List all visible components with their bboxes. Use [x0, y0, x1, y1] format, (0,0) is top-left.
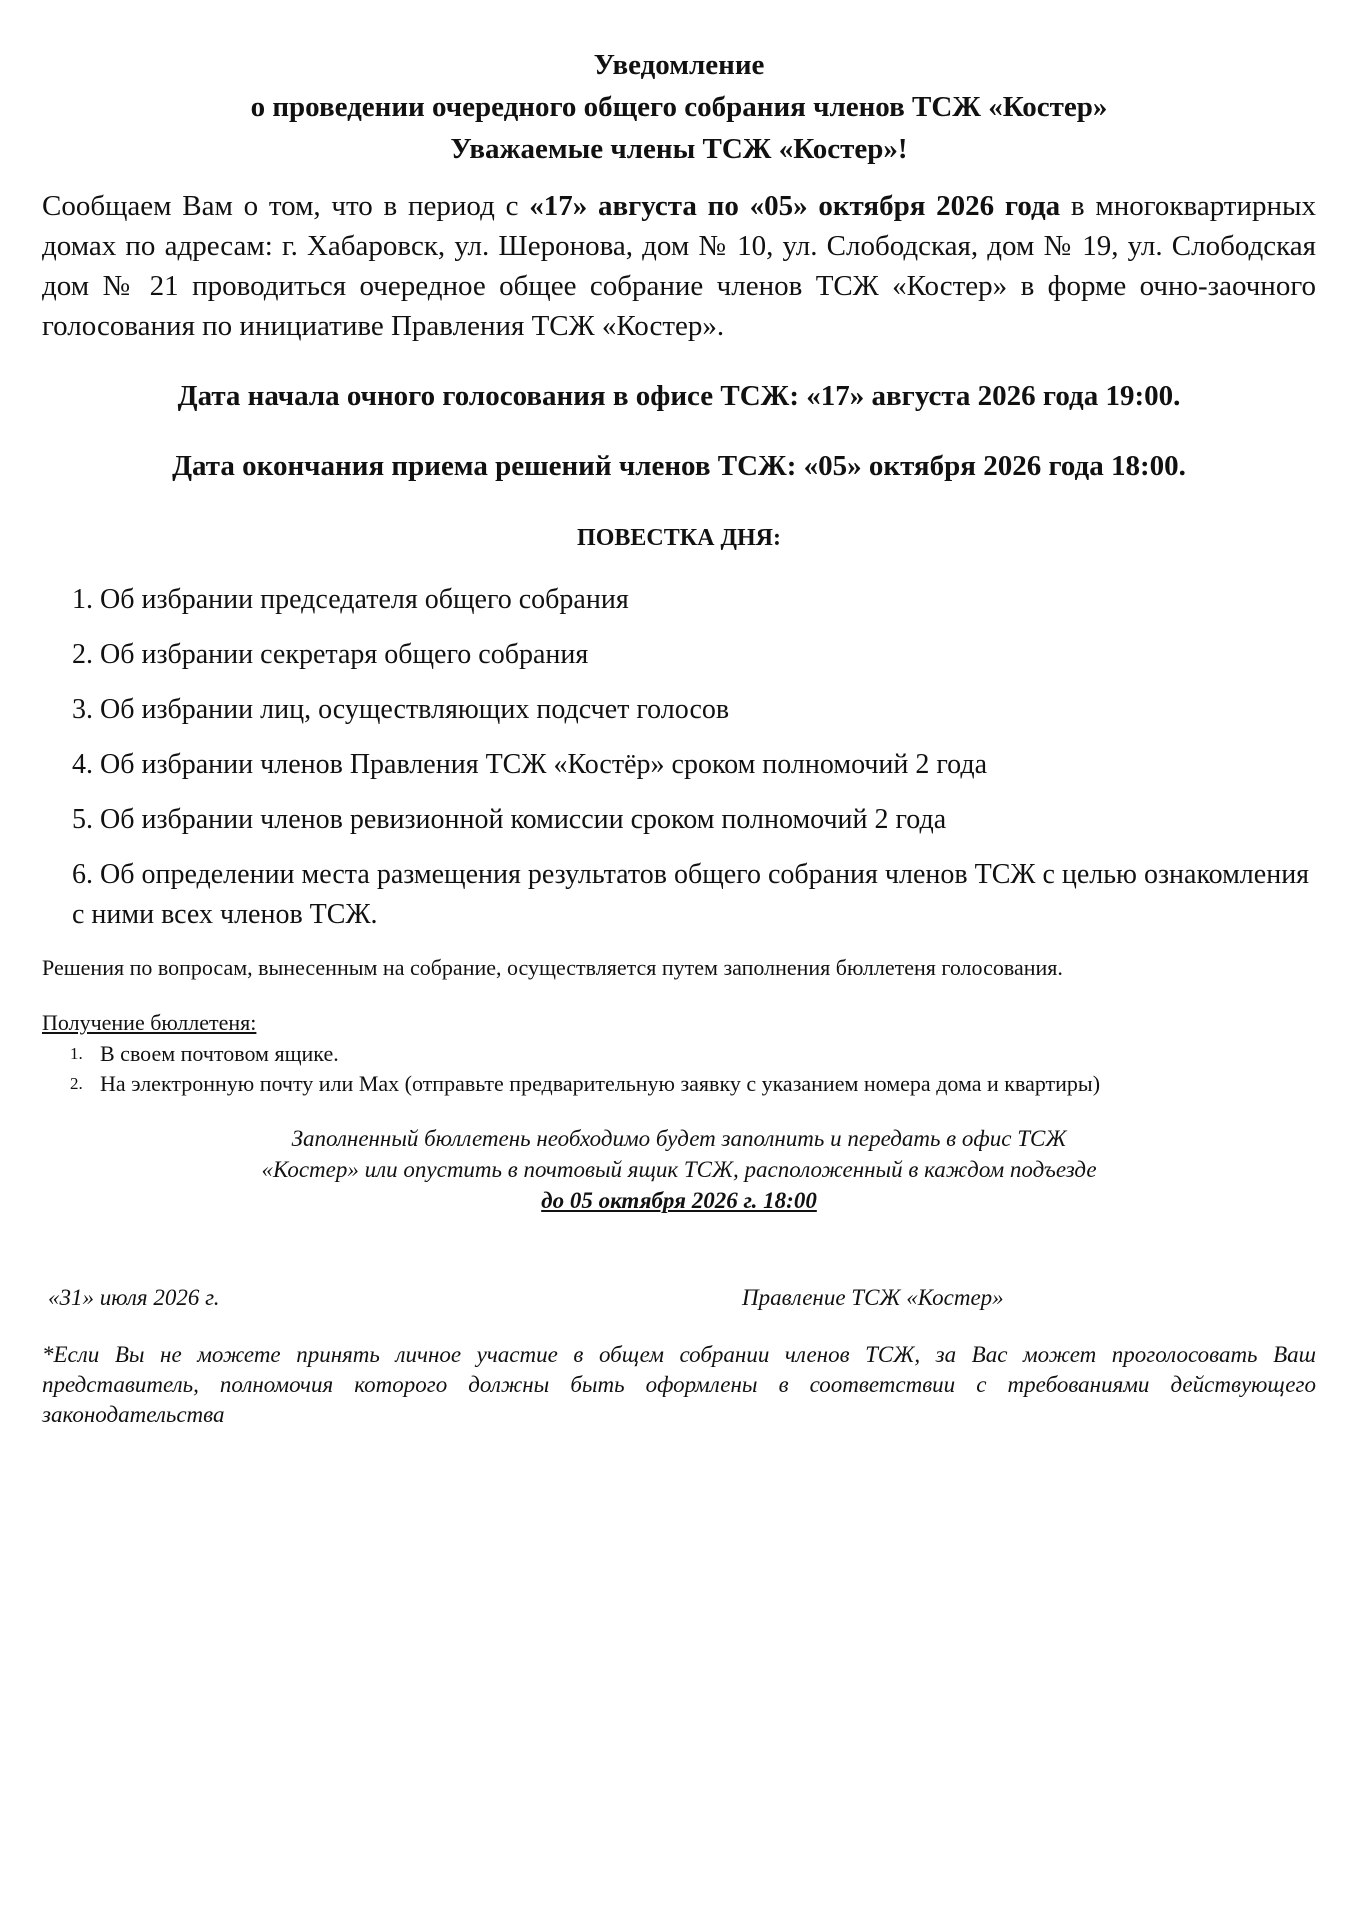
ballot-receipt-list	[42, 1039, 1316, 1099]
agenda-item-text: Об избрании членов Правления ТСЖ «Костёр» сроком полномочий 2 года	[100, 749, 988, 780]
heading-line-3: Уважаемые члены ТСЖ «Костер»!	[450, 133, 908, 165]
agenda-item-text: Об избрании членов ревизионной комиссии сроком полномочий 2 года	[100, 804, 947, 835]
ballot-deadline: до 05 октября 2026 г. 18:00	[541, 1188, 817, 1213]
agenda-item	[72, 800, 1316, 840]
agenda-item	[72, 580, 1316, 620]
voting-start-date: Дата начала очного голосования в офисе ТСЖ: «17» августа 2026 года 19:00.	[177, 380, 1181, 412]
agenda-item	[72, 745, 1316, 785]
notice-date: «31» июля 2026 г.	[48, 1285, 220, 1310]
heading-line-2: о проведении очередного общего собрания членов ТСЖ «Костер»	[250, 91, 1108, 123]
intro-paragraph	[42, 186, 1316, 346]
representative-footnote: *Если Вы не можете принять личное участие в общем собрании членов ТСЖ, за Вас может проголосовать Ваш представитель, полномочия которого должны быть оформлены в соответствии с требованиями действующего законодательства	[42, 1342, 1316, 1427]
intro-period: «17» августа по «05» октября 2026 года	[529, 190, 1061, 222]
agenda-item-number: 1.	[72, 584, 93, 615]
notice-heading	[42, 44, 1316, 170]
ballot-return-note	[42, 1123, 1316, 1185]
agenda-item-number: 4.	[72, 749, 93, 780]
agenda-item-text: Об избрании председателя общего собрания	[100, 584, 629, 615]
agenda-item	[72, 635, 1316, 675]
agenda-item-text: Об избрании секретаря общего собрания	[100, 639, 589, 670]
ballot-receipt-item	[42, 1039, 1316, 1069]
ballot-receipt-item	[42, 1069, 1316, 1099]
intro-part-2: в многоквартирных домах по адресам: г. Хабаровск, ул. Шеронова, дом № 10, ул. Слободская, дом № 19, ул. Слободская дом № 21 проводиться очередное общее собрание членов ТСЖ «Костер» в форме очно-заочного голосования по инициативе Правления ТСЖ «Костер».	[42, 190, 1317, 342]
signature-row	[42, 1282, 1316, 1314]
agenda-list	[42, 580, 1316, 935]
agenda-item-number: 2.	[72, 639, 93, 670]
ballot-receipt-number: 2.	[70, 1074, 83, 1093]
heading-line-1: Уведомление	[593, 49, 765, 81]
ballot-receipt-text: В своем почтовом ящике.	[100, 1041, 339, 1066]
ballot-receipt-text: На электронную почту или Max (отправьте предварительную заявку с указанием номера дома и квартиры)	[100, 1071, 1101, 1096]
intro-part-1: Сообщаем Вам о том, что в период с	[42, 190, 530, 222]
ballot-return-note-line-2: «Костер» или опустить в почтовый ящик ТСЖ, расположенный в каждом подъезде	[261, 1157, 1097, 1182]
agenda-item-number: 3.	[72, 694, 93, 725]
agenda-item	[72, 690, 1316, 730]
voting-end-date: Дата окончания приема решений членов ТСЖ: «05» октября 2026 года 18:00.	[172, 450, 1186, 482]
agenda-title: ПОВЕСТКА ДНЯ:	[577, 525, 781, 551]
decision-paragraph: Решения по вопросам, вынесенным на собрание, осуществляется путем заполнения бюллетеня голосования.	[42, 955, 1063, 980]
agenda-item-text: Об определении места размещения результатов общего собрания членов ТСЖ с целью ознакомления с ними всех членов ТСЖ.	[72, 859, 1310, 930]
ballot-receipt-title: Получение бюллетеня:	[42, 1010, 257, 1035]
agenda-item-text: Об избрании лиц, осуществляющих подсчет голосов	[100, 694, 730, 725]
agenda-item-number: 5.	[72, 804, 93, 835]
ballot-receipt-number: 1.	[70, 1044, 83, 1063]
agenda-item-number: 6.	[72, 859, 93, 890]
ballot-return-note-line-1: Заполненный бюллетень необходимо будет заполнить и передать в офис ТСЖ	[291, 1126, 1067, 1151]
agenda-item	[72, 855, 1316, 935]
board-signature: Правление ТСЖ «Костер»	[742, 1285, 1004, 1310]
